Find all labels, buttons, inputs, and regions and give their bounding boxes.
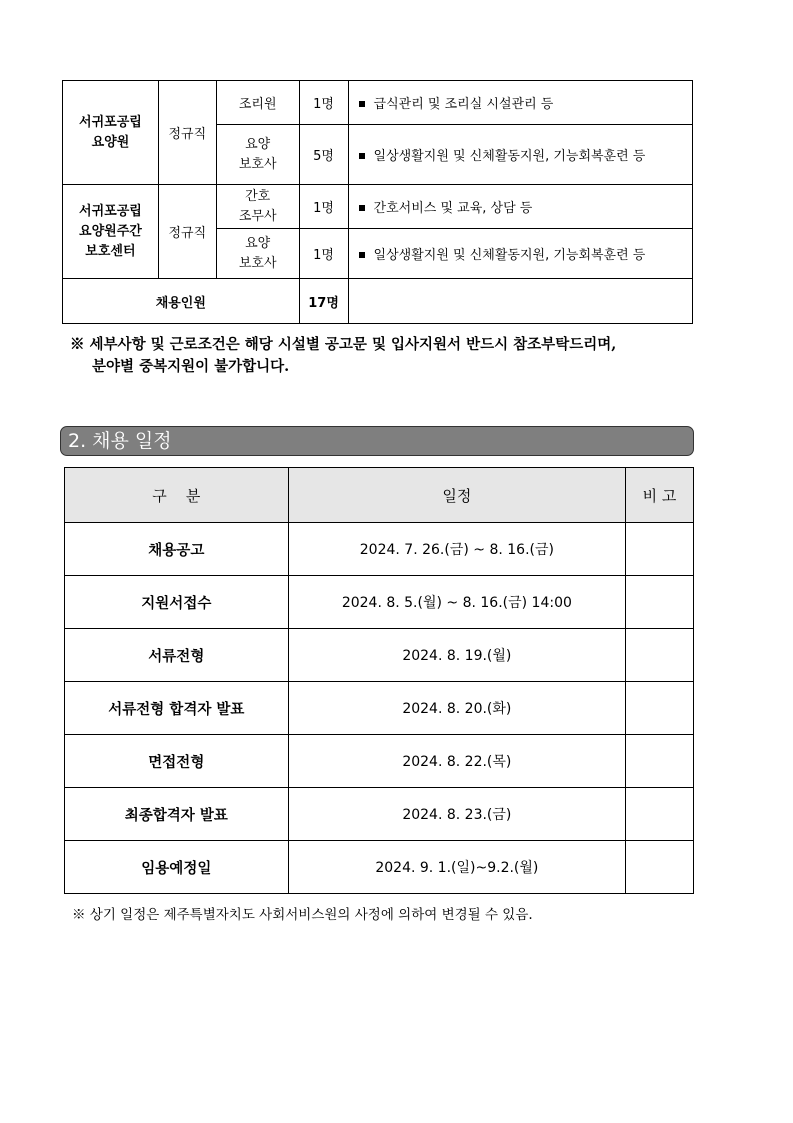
schedule-table <box>64 467 694 894</box>
table-row <box>63 81 693 125</box>
total-label: 채용인원 <box>63 279 300 324</box>
job-cell: 간호 조무사 <box>216 185 299 229</box>
schedule-label: 채용공고 <box>65 523 289 576</box>
schedule-remark <box>626 735 694 788</box>
count-cell: 1명 <box>299 185 348 229</box>
table-row <box>65 788 694 841</box>
schedule-label: 임용예정일 <box>65 841 289 894</box>
section-header: 2. 채용 일정 <box>60 426 694 456</box>
schedule-date: 2024. 8. 5.(월) ~ 8. 16.(금) 14:00 <box>288 576 625 629</box>
schedule-label: 지원서접수 <box>65 576 289 629</box>
schedule-remark <box>626 576 694 629</box>
count-cell: 5명 <box>299 125 348 185</box>
schedule-date: 2024. 8. 20.(화) <box>288 682 625 735</box>
table-row <box>65 523 694 576</box>
count-cell: 1명 <box>299 229 348 279</box>
note-line: ※ 세부사항 및 근로조건은 해당 시설별 공고문 및 입사지원서 반드시 참조부탁드리며, <box>70 336 617 353</box>
bullet-icon <box>359 205 365 211</box>
schedule-date: 2024. 8. 22.(목) <box>288 735 625 788</box>
bullet-icon <box>359 252 365 258</box>
employment-type-cell: 정규직 <box>158 81 216 185</box>
table-row <box>65 629 694 682</box>
schedule-remark <box>626 841 694 894</box>
schedule-label: 서류전형 <box>65 629 289 682</box>
org-cell: 서귀포공립 요양원주간 보호센터 <box>63 185 159 279</box>
positions-note <box>70 334 720 378</box>
duty-cell: 일상생활지원 및 신체활동지원, 기능회복훈련 등 <box>348 229 692 279</box>
duty-cell: 급식관리 및 조리실 시설관리 등 <box>348 81 692 125</box>
schedule-date: 2024. 9. 1.(일)~9.2.(월) <box>288 841 625 894</box>
bullet-icon <box>359 101 365 107</box>
table-row <box>65 576 694 629</box>
employment-type-cell: 정규직 <box>158 185 216 279</box>
total-count: 17명 <box>299 279 348 324</box>
bullet-icon <box>359 153 365 159</box>
schedule-label: 면접전형 <box>65 735 289 788</box>
header-date: 일정 <box>288 468 625 523</box>
header-remark: 비 고 <box>626 468 694 523</box>
positions-table <box>62 80 693 324</box>
schedule-note: ※ 상기 일정은 제주특별자치도 사회서비스원의 사정에 의하여 변경될 수 있음. <box>72 907 533 923</box>
schedule-remark <box>626 523 694 576</box>
schedule-date: 2024. 7. 26.(금) ~ 8. 16.(금) <box>288 523 625 576</box>
total-empty-cell <box>348 279 692 324</box>
note-line: 분야별 중복지원이 불가합니다. <box>92 358 290 375</box>
table-row <box>63 185 693 229</box>
table-row <box>65 735 694 788</box>
duty-cell: 일상생활지원 및 신체활동지원, 기능회복훈련 등 <box>348 125 692 185</box>
schedule-header-row <box>65 468 694 523</box>
count-cell: 1명 <box>299 81 348 125</box>
table-row <box>65 682 694 735</box>
schedule-remark <box>626 682 694 735</box>
schedule-label: 최종합격자 발표 <box>65 788 289 841</box>
header-category: 구 분 <box>65 468 289 523</box>
schedule-remark <box>626 788 694 841</box>
job-cell: 요양 보호사 <box>216 229 299 279</box>
schedule-date: 2024. 8. 23.(금) <box>288 788 625 841</box>
schedule-remark <box>626 629 694 682</box>
duty-cell: 간호서비스 및 교육, 상담 등 <box>348 185 692 229</box>
schedule-date: 2024. 8. 19.(월) <box>288 629 625 682</box>
total-row <box>63 279 693 324</box>
table-row <box>65 841 694 894</box>
org-cell: 서귀포공립 요양원 <box>63 81 159 185</box>
job-cell: 조리원 <box>216 81 299 125</box>
schedule-label: 서류전형 합격자 발표 <box>65 682 289 735</box>
job-cell: 요양 보호사 <box>216 125 299 185</box>
